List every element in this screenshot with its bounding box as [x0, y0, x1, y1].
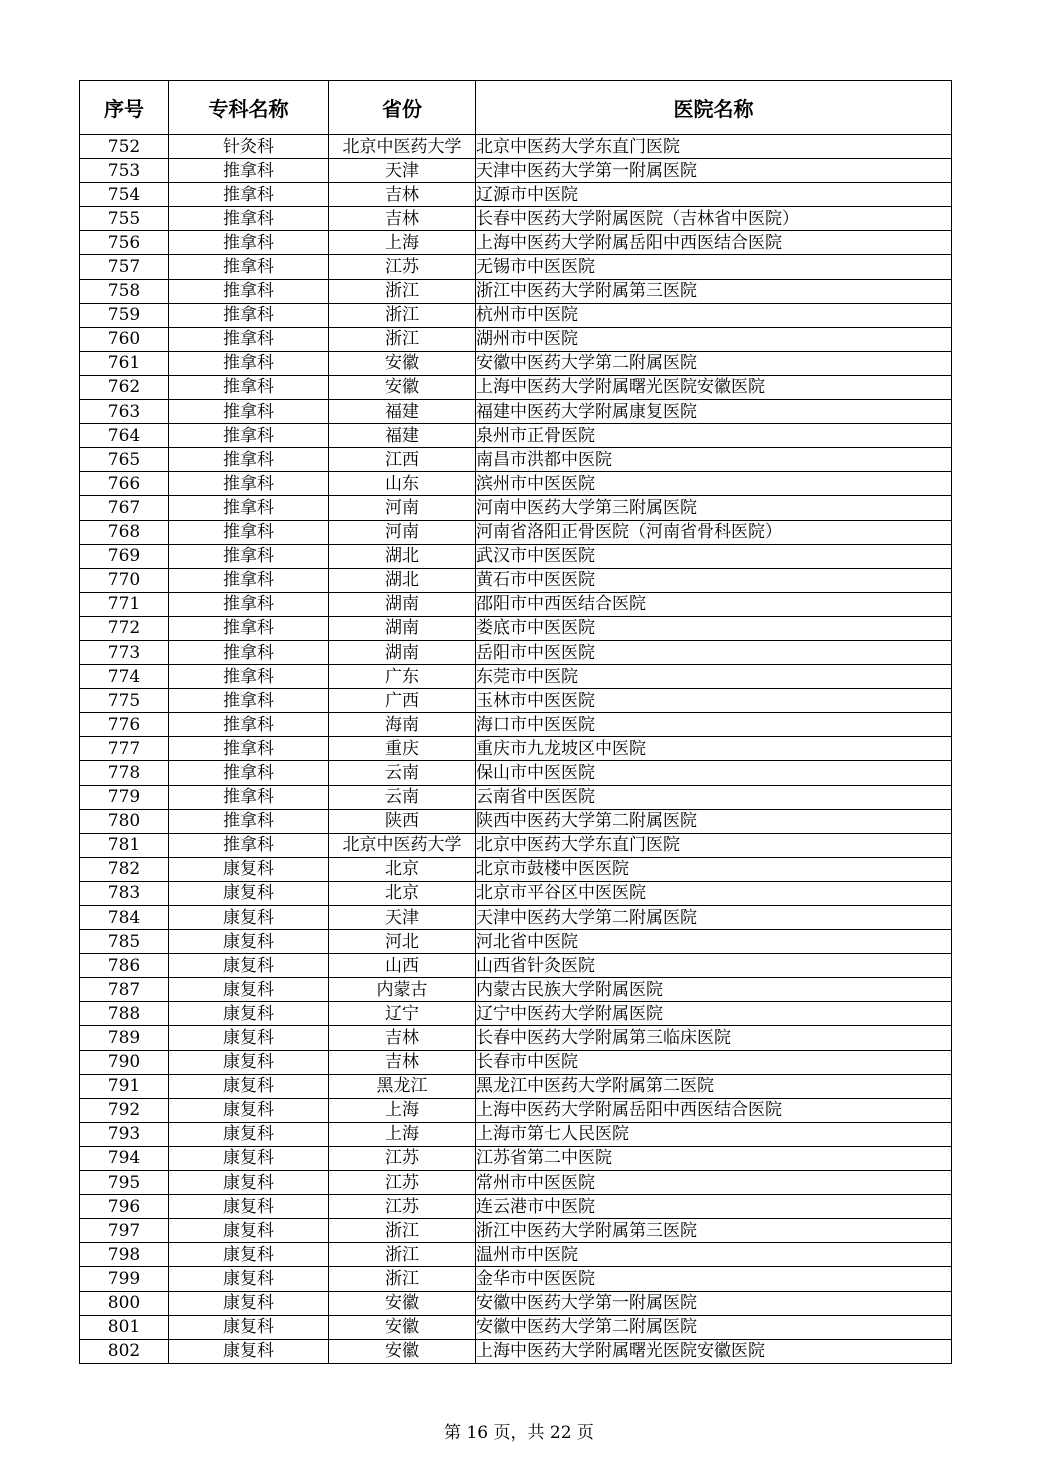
serial-cell: 775	[80, 689, 169, 713]
hospital-cell: 武汉市中医医院	[476, 544, 952, 568]
province-cell: 福建	[329, 400, 476, 424]
table-row	[80, 448, 952, 472]
specialty-cell: 推拿科	[169, 448, 329, 472]
table-row	[80, 1171, 952, 1195]
specialty-cell: 推拿科	[169, 665, 329, 689]
hospital-cell: 江苏省第二中医院	[476, 1146, 952, 1170]
province-cell: 广西	[329, 689, 476, 713]
specialty-cell: 推拿科	[169, 424, 329, 448]
hospital-cell: 保山市中医医院	[476, 761, 952, 785]
table-row	[80, 375, 952, 399]
province-cell: 安徽	[329, 375, 476, 399]
table-row	[80, 400, 952, 424]
specialty-cell: 康复科	[169, 1219, 329, 1243]
serial-cell: 776	[80, 713, 169, 737]
serial-cell: 753	[80, 159, 169, 183]
province-cell: 河南	[329, 496, 476, 520]
hospital-cell: 陕西中医药大学第二附属医院	[476, 809, 952, 833]
serial-cell: 791	[80, 1074, 169, 1098]
table-row	[80, 303, 952, 327]
table-row	[80, 881, 952, 905]
table-row	[80, 665, 952, 689]
hospital-cell: 安徽中医药大学第一附属医院	[476, 1291, 952, 1315]
serial-cell: 781	[80, 833, 169, 857]
province-cell: 天津	[329, 906, 476, 930]
province-cell: 浙江	[329, 303, 476, 327]
specialty-cell: 推拿科	[169, 496, 329, 520]
province-cell: 吉林	[329, 183, 476, 207]
table-row	[80, 1098, 952, 1122]
serial-cell: 802	[80, 1339, 169, 1363]
table-row	[80, 1050, 952, 1074]
province-cell: 江苏	[329, 1195, 476, 1219]
specialty-cell: 推拿科	[169, 255, 329, 279]
province-cell: 江苏	[329, 1171, 476, 1195]
serial-cell: 770	[80, 568, 169, 592]
specialty-cell: 康复科	[169, 1146, 329, 1170]
serial-cell: 765	[80, 448, 169, 472]
province-cell: 浙江	[329, 327, 476, 351]
table-row	[80, 1146, 952, 1170]
hospital-cell: 黑龙江中医药大学附属第二医院	[476, 1074, 952, 1098]
serial-cell: 788	[80, 1002, 169, 1026]
serial-cell: 782	[80, 857, 169, 881]
table-row	[80, 135, 952, 159]
serial-cell: 780	[80, 809, 169, 833]
province-cell: 海南	[329, 713, 476, 737]
serial-cell: 789	[80, 1026, 169, 1050]
province-cell: 内蒙古	[329, 978, 476, 1002]
serial-cell: 771	[80, 592, 169, 616]
serial-cell: 759	[80, 303, 169, 327]
hospital-cell: 安徽中医药大学第二附属医院	[476, 351, 952, 375]
table-row	[80, 1267, 952, 1291]
hospital-cell: 连云港市中医院	[476, 1195, 952, 1219]
province-cell: 江苏	[329, 1146, 476, 1170]
table-row	[80, 472, 952, 496]
hospital-cell: 河北省中医院	[476, 930, 952, 954]
table-row	[80, 785, 952, 809]
hospital-cell: 南昌市洪都中医院	[476, 448, 952, 472]
specialty-cell: 推拿科	[169, 279, 329, 303]
specialty-cell: 康复科	[169, 954, 329, 978]
serial-cell: 797	[80, 1219, 169, 1243]
province-cell: 上海	[329, 1098, 476, 1122]
table-row	[80, 1002, 952, 1026]
serial-cell: 787	[80, 978, 169, 1002]
specialty-cell: 针灸科	[169, 135, 329, 159]
hospital-cell: 上海中医药大学附属曙光医院安徽医院	[476, 375, 952, 399]
hospital-cell: 天津中医药大学第一附属医院	[476, 159, 952, 183]
table-row	[80, 689, 952, 713]
province-cell: 云南	[329, 761, 476, 785]
serial-cell: 764	[80, 424, 169, 448]
specialty-cell: 推拿科	[169, 761, 329, 785]
serial-cell: 774	[80, 665, 169, 689]
serial-cell: 778	[80, 761, 169, 785]
hospital-cell: 北京中医药大学东直门医院	[476, 833, 952, 857]
province-cell: 湖北	[329, 544, 476, 568]
serial-cell: 799	[80, 1267, 169, 1291]
specialty-cell: 推拿科	[169, 568, 329, 592]
province-cell: 河南	[329, 520, 476, 544]
table-row	[80, 424, 952, 448]
table-row	[80, 279, 952, 303]
province-cell: 安徽	[329, 1291, 476, 1315]
serial-cell: 801	[80, 1315, 169, 1339]
province-cell: 湖南	[329, 640, 476, 664]
specialty-cell: 康复科	[169, 1098, 329, 1122]
serial-cell: 783	[80, 881, 169, 905]
serial-cell: 760	[80, 327, 169, 351]
province-cell: 湖南	[329, 616, 476, 640]
specialty-cell: 推拿科	[169, 375, 329, 399]
table-row	[80, 978, 952, 1002]
province-cell: 江苏	[329, 255, 476, 279]
serial-cell: 795	[80, 1171, 169, 1195]
serial-cell: 796	[80, 1195, 169, 1219]
serial-cell: 790	[80, 1050, 169, 1074]
specialty-cell: 推拿科	[169, 640, 329, 664]
serial-cell: 761	[80, 351, 169, 375]
hospital-table	[79, 80, 952, 1364]
hospital-cell: 浙江中医药大学附属第三医院	[476, 279, 952, 303]
specialty-cell: 推拿科	[169, 833, 329, 857]
serial-cell: 769	[80, 544, 169, 568]
header-hospital: 医院名称	[476, 81, 952, 135]
hospital-cell: 海口市中医医院	[476, 713, 952, 737]
table-row	[80, 1074, 952, 1098]
serial-cell: 786	[80, 954, 169, 978]
hospital-cell: 上海中医药大学附属曙光医院安徽医院	[476, 1339, 952, 1363]
hospital-cell: 黄石市中医医院	[476, 568, 952, 592]
serial-cell: 772	[80, 616, 169, 640]
hospital-cell: 玉林市中医医院	[476, 689, 952, 713]
province-cell: 上海	[329, 231, 476, 255]
province-cell: 浙江	[329, 1243, 476, 1267]
table-row	[80, 351, 952, 375]
specialty-cell: 康复科	[169, 1050, 329, 1074]
table-row	[80, 568, 952, 592]
table-row	[80, 496, 952, 520]
serial-cell: 773	[80, 640, 169, 664]
serial-cell: 784	[80, 906, 169, 930]
specialty-cell: 康复科	[169, 978, 329, 1002]
hospital-cell: 上海市第七人民医院	[476, 1122, 952, 1146]
table-row	[80, 1291, 952, 1315]
table-row	[80, 520, 952, 544]
header-specialty: 专科名称	[169, 81, 329, 135]
hospital-cell: 浙江中医药大学附属第三医院	[476, 1219, 952, 1243]
table-row	[80, 592, 952, 616]
hospital-cell: 滨州市中医医院	[476, 472, 952, 496]
specialty-cell: 推拿科	[169, 616, 329, 640]
specialty-cell: 推拿科	[169, 231, 329, 255]
header-province: 省份	[329, 81, 476, 135]
hospital-cell: 山西省针灸医院	[476, 954, 952, 978]
province-cell: 辽宁	[329, 1002, 476, 1026]
specialty-cell: 推拿科	[169, 544, 329, 568]
specialty-cell: 康复科	[169, 1243, 329, 1267]
specialty-cell: 推拿科	[169, 351, 329, 375]
specialty-cell: 推拿科	[169, 183, 329, 207]
hospital-cell: 重庆市九龙坡区中医院	[476, 737, 952, 761]
specialty-cell: 推拿科	[169, 737, 329, 761]
province-cell: 吉林	[329, 1026, 476, 1050]
table-row	[80, 1122, 952, 1146]
table-row	[80, 1339, 952, 1363]
specialty-cell: 推拿科	[169, 592, 329, 616]
hospital-cell: 辽源市中医院	[476, 183, 952, 207]
hospital-cell: 常州市中医医院	[476, 1171, 952, 1195]
specialty-cell: 推拿科	[169, 400, 329, 424]
specialty-cell: 康复科	[169, 906, 329, 930]
specialty-cell: 康复科	[169, 1339, 329, 1363]
specialty-cell: 推拿科	[169, 809, 329, 833]
province-cell: 安徽	[329, 1339, 476, 1363]
table-row	[80, 231, 952, 255]
specialty-cell: 康复科	[169, 857, 329, 881]
table-row	[80, 1026, 952, 1050]
table-row	[80, 159, 952, 183]
hospital-cell: 无锡市中医医院	[476, 255, 952, 279]
hospital-cell: 泉州市正骨医院	[476, 424, 952, 448]
serial-cell: 794	[80, 1146, 169, 1170]
hospital-cell: 长春中医药大学附属医院（吉林省中医院）	[476, 207, 952, 231]
province-cell: 安徽	[329, 351, 476, 375]
serial-cell: 755	[80, 207, 169, 231]
serial-cell: 754	[80, 183, 169, 207]
province-cell: 黑龙江	[329, 1074, 476, 1098]
hospital-cell: 金华市中医医院	[476, 1267, 952, 1291]
province-cell: 湖南	[329, 592, 476, 616]
table-row	[80, 954, 952, 978]
province-cell: 陕西	[329, 809, 476, 833]
hospital-cell: 东莞市中医院	[476, 665, 952, 689]
table-row	[80, 930, 952, 954]
hospital-cell: 长春市中医院	[476, 1050, 952, 1074]
hospital-cell: 上海中医药大学附属岳阳中西医结合医院	[476, 1098, 952, 1122]
hospital-cell: 上海中医药大学附属岳阳中西医结合医院	[476, 231, 952, 255]
specialty-cell: 推拿科	[169, 159, 329, 183]
specialty-cell: 康复科	[169, 1026, 329, 1050]
table-row	[80, 1219, 952, 1243]
province-cell: 重庆	[329, 737, 476, 761]
table-row	[80, 207, 952, 231]
specialty-cell: 康复科	[169, 1002, 329, 1026]
specialty-cell: 推拿科	[169, 713, 329, 737]
table-row	[80, 737, 952, 761]
serial-cell: 768	[80, 520, 169, 544]
serial-cell: 767	[80, 496, 169, 520]
table-row	[80, 833, 952, 857]
province-cell: 浙江	[329, 1267, 476, 1291]
specialty-cell: 康复科	[169, 1195, 329, 1219]
province-cell: 上海	[329, 1122, 476, 1146]
table-row	[80, 857, 952, 881]
specialty-cell: 康复科	[169, 1074, 329, 1098]
province-cell: 北京	[329, 857, 476, 881]
table-header-row	[80, 81, 952, 135]
serial-cell: 777	[80, 737, 169, 761]
province-cell: 安徽	[329, 1315, 476, 1339]
hospital-cell: 内蒙古民族大学附属医院	[476, 978, 952, 1002]
header-serial: 序号	[80, 81, 169, 135]
table-row	[80, 906, 952, 930]
hospital-cell: 长春中医药大学附属第三临床医院	[476, 1026, 952, 1050]
hospital-cell: 北京市平谷区中医医院	[476, 881, 952, 905]
specialty-cell: 康复科	[169, 1315, 329, 1339]
province-cell: 山西	[329, 954, 476, 978]
serial-cell: 766	[80, 472, 169, 496]
serial-cell: 757	[80, 255, 169, 279]
table-row	[80, 761, 952, 785]
hospital-cell: 温州市中医院	[476, 1243, 952, 1267]
specialty-cell: 康复科	[169, 930, 329, 954]
hospital-cell: 北京中医药大学东直门医院	[476, 135, 952, 159]
table-row	[80, 544, 952, 568]
hospital-cell: 辽宁中医药大学附属医院	[476, 1002, 952, 1026]
province-cell: 吉林	[329, 1050, 476, 1074]
serial-cell: 763	[80, 400, 169, 424]
province-cell: 湖北	[329, 568, 476, 592]
hospital-cell: 安徽中医药大学第二附属医院	[476, 1315, 952, 1339]
hospital-cell: 娄底市中医医院	[476, 616, 952, 640]
province-cell: 北京	[329, 881, 476, 905]
province-cell: 北京中医药大学	[329, 135, 476, 159]
table-row	[80, 1243, 952, 1267]
hospital-cell: 福建中医药大学附属康复医院	[476, 400, 952, 424]
province-cell: 吉林	[329, 207, 476, 231]
serial-cell: 758	[80, 279, 169, 303]
serial-cell: 785	[80, 930, 169, 954]
table-row	[80, 809, 952, 833]
specialty-cell: 康复科	[169, 1291, 329, 1315]
specialty-cell: 推拿科	[169, 472, 329, 496]
specialty-cell: 推拿科	[169, 785, 329, 809]
serial-cell: 793	[80, 1122, 169, 1146]
serial-cell: 762	[80, 375, 169, 399]
province-cell: 天津	[329, 159, 476, 183]
serial-cell: 798	[80, 1243, 169, 1267]
table-row	[80, 327, 952, 351]
hospital-cell: 河南中医药大学第三附属医院	[476, 496, 952, 520]
province-cell: 福建	[329, 424, 476, 448]
province-cell: 河北	[329, 930, 476, 954]
serial-cell: 756	[80, 231, 169, 255]
table-body	[80, 135, 952, 1364]
page-number: 第 16 页，共 22 页	[444, 1423, 594, 1443]
table-row	[80, 255, 952, 279]
hospital-cell: 杭州市中医院	[476, 303, 952, 327]
table-row	[80, 183, 952, 207]
specialty-cell: 康复科	[169, 1171, 329, 1195]
table-row	[80, 1315, 952, 1339]
table-row	[80, 1195, 952, 1219]
specialty-cell: 推拿科	[169, 207, 329, 231]
specialty-cell: 推拿科	[169, 689, 329, 713]
table-row	[80, 640, 952, 664]
serial-cell: 792	[80, 1098, 169, 1122]
specialty-cell: 康复科	[169, 1267, 329, 1291]
specialty-cell: 推拿科	[169, 303, 329, 327]
province-cell: 山东	[329, 472, 476, 496]
hospital-cell: 云南省中医医院	[476, 785, 952, 809]
specialty-cell: 推拿科	[169, 520, 329, 544]
province-cell: 云南	[329, 785, 476, 809]
table-row	[80, 713, 952, 737]
specialty-cell: 康复科	[169, 881, 329, 905]
table-row	[80, 616, 952, 640]
hospital-cell: 北京市鼓楼中医医院	[476, 857, 952, 881]
province-cell: 浙江	[329, 1219, 476, 1243]
province-cell: 江西	[329, 448, 476, 472]
hospital-cell: 河南省洛阳正骨医院（河南省骨科医院）	[476, 520, 952, 544]
hospital-cell: 天津中医药大学第二附属医院	[476, 906, 952, 930]
hospital-cell: 湖州市中医院	[476, 327, 952, 351]
serial-cell: 800	[80, 1291, 169, 1315]
province-cell: 浙江	[329, 279, 476, 303]
hospital-cell: 岳阳市中医医院	[476, 640, 952, 664]
serial-cell: 779	[80, 785, 169, 809]
specialty-cell: 推拿科	[169, 327, 329, 351]
serial-cell: 752	[80, 135, 169, 159]
province-cell: 广东	[329, 665, 476, 689]
province-cell: 北京中医药大学	[329, 833, 476, 857]
hospital-cell: 邵阳市中西医结合医院	[476, 592, 952, 616]
specialty-cell: 康复科	[169, 1122, 329, 1146]
